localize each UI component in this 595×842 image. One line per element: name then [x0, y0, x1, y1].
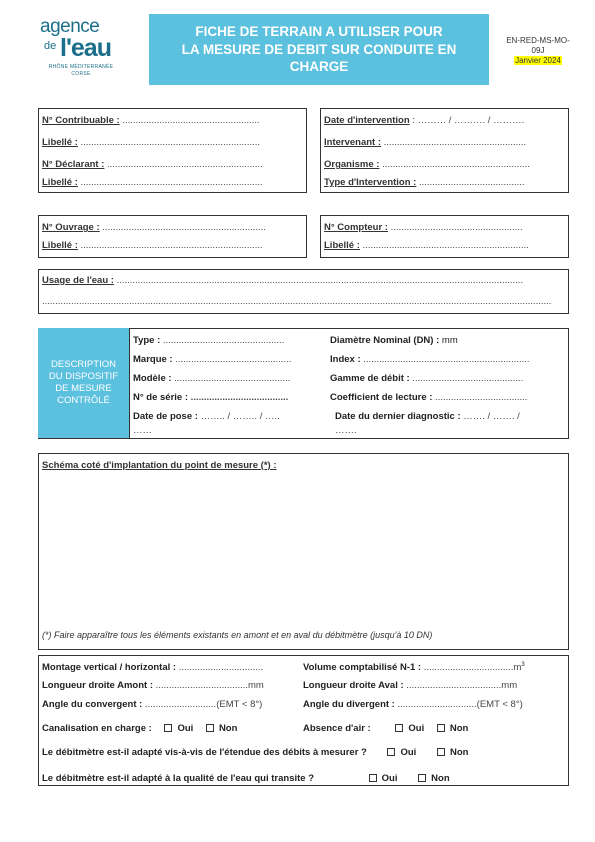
logo-subtitle-1: RHÔNE MÉDITERRANÉE [48, 64, 114, 70]
pipe-pressure-oui-checkbox[interactable] [164, 724, 172, 732]
intervention-type-field[interactable]: Type d'Intervention : ........................................ [324, 177, 525, 188]
mounting-orientation-field[interactable]: Montage vertical / horizontal : ................................ [42, 662, 264, 673]
non-label: Non [431, 773, 450, 784]
intervention-date-field[interactable]: Date d'intervention : ……… / ………. / ………. [324, 115, 525, 126]
description-header-cell: DESCRIPTION DU DISPOSITIF DE MESURE CONTRÔLÉ [38, 328, 130, 438]
non-label: Non [449, 747, 469, 758]
index-field[interactable]: Index : ............................................................... [330, 354, 530, 365]
reference-date: Janvier 2024 [515, 56, 561, 65]
device-type-field[interactable]: Type : .............................................. [133, 335, 285, 346]
air-absence-oui-checkbox[interactable] [395, 724, 403, 732]
water-quality-adequacy-question: Le débitmètre est-il adapté à la qualité de l'eau qui transite ? Oui Non [42, 773, 450, 784]
contributor-label-field[interactable]: Libellé : .................................................................... [42, 137, 261, 148]
logo-eau-text: l'eau [60, 34, 111, 62]
oui-label: Oui [177, 723, 194, 734]
last-diagnostic-date-field[interactable]: Date du dernier diagnostic : ……. / ……. / [335, 411, 520, 422]
form-title: FICHE DE TERRAIN A UTILISER POUR LA MESURE DE DEBIT SUR CONDUITE EN CHARGE [181, 24, 457, 75]
declarant-number-field[interactable]: N° Déclarant : ........................................................... [42, 159, 263, 170]
device-serial-field[interactable]: N° de série : ..................................... [133, 392, 289, 403]
flow-range-non-checkbox[interactable] [437, 748, 445, 756]
ouvrage-label-field[interactable]: Libellé : ..................................................................... [42, 240, 263, 251]
installation-date-field[interactable]: Date de pose : …….. / …….. / ….. [133, 411, 280, 422]
contributor-number-field[interactable]: N° Contribuable : .................................................... [42, 115, 260, 126]
reading-coefficient-field[interactable]: Coefficient de lecture : ................................... [330, 392, 528, 403]
declarant-label-field[interactable]: Libellé : ..................................................................... [42, 177, 263, 188]
convergent-angle-field[interactable]: Angle du convergent : ...........................(EMT < 8°) [42, 699, 263, 710]
divergent-angle-field[interactable]: Angle du divergent : ..............................(EMT < 8°) [303, 699, 523, 710]
water-quality-non-checkbox[interactable] [418, 774, 426, 782]
document-reference [493, 36, 583, 66]
compteur-label-field[interactable]: Libellé : ............................................................... [324, 240, 529, 251]
pipe-pressure-non-checkbox[interactable] [206, 724, 214, 732]
water-quality-oui-checkbox[interactable] [369, 774, 377, 782]
upstream-length-field[interactable]: Longueur droite Amont : ...................................mm [42, 680, 264, 691]
measures-box [38, 655, 569, 786]
air-absence-non-checkbox[interactable] [437, 724, 445, 732]
schema-title: Schéma coté d'implantation du point de mesure (*) : [42, 460, 277, 471]
compteur-number-field[interactable]: N° Compteur : .................................................. [324, 222, 523, 233]
logo-agence-text: agence [40, 16, 100, 37]
oui-label: Oui [381, 773, 398, 784]
last-diagnostic-date-cont: ……. [335, 425, 357, 436]
oui-label: Oui [408, 723, 425, 734]
non-label: Non [218, 723, 238, 734]
oui-label: Oui [400, 747, 417, 758]
flow-range-adequacy-question: Le débitmètre est-il adapté vis-à-vis de l'étendue des débits à mesurer ? Oui Non [42, 747, 469, 758]
intervenant-field[interactable]: Intervenant : ...................................................... [324, 137, 527, 148]
air-absence-question: Absence d'air : Oui Non [303, 723, 469, 734]
water-usage-field-line2[interactable]: ................................................................................................................................................................................................. [42, 296, 552, 307]
organisme-field[interactable]: Organisme : ........................................................ [324, 159, 530, 170]
logo-de-text: de [44, 40, 57, 52]
downstream-length-field[interactable]: Longueur droite Aval : ....................................mm [303, 680, 518, 691]
device-brand-field[interactable]: Marque : ............................................ [133, 354, 292, 365]
ouvrage-number-field[interactable]: N° Ouvrage : .............................................................. [42, 222, 266, 233]
logo-subtitle-2: CORSE [71, 71, 91, 77]
agence-de-leau-logo [40, 16, 130, 82]
flow-range-oui-checkbox[interactable] [387, 748, 395, 756]
pipe-under-pressure-question: Canalisation en charge : Oui Non [42, 723, 238, 734]
water-usage-field[interactable]: Usage de l'eau : .......................................................................................................................................................... [42, 275, 524, 286]
schema-box[interactable] [38, 453, 569, 650]
installation-date-cont: …… [133, 425, 152, 436]
reference-code: EN-RED-MS-MO- 09J [506, 36, 570, 55]
schema-note: (*) Faire apparaître tous les éléments existants en amont et en aval du débitmètre (jusqu'à 10 DN) [42, 630, 433, 640]
flow-range-field[interactable]: Gamme de débit : .......................................... [330, 373, 524, 384]
form-title-box [149, 14, 489, 85]
non-label: Non [449, 723, 469, 734]
volume-n1-field[interactable]: Volume comptabilisé N-1 : $..................................m^3$ [303, 662, 525, 673]
device-model-field[interactable]: Modèle : ............................................ [133, 373, 291, 384]
nominal-diameter-field[interactable]: Diamètre Nominal (DN) : mm [330, 335, 458, 346]
